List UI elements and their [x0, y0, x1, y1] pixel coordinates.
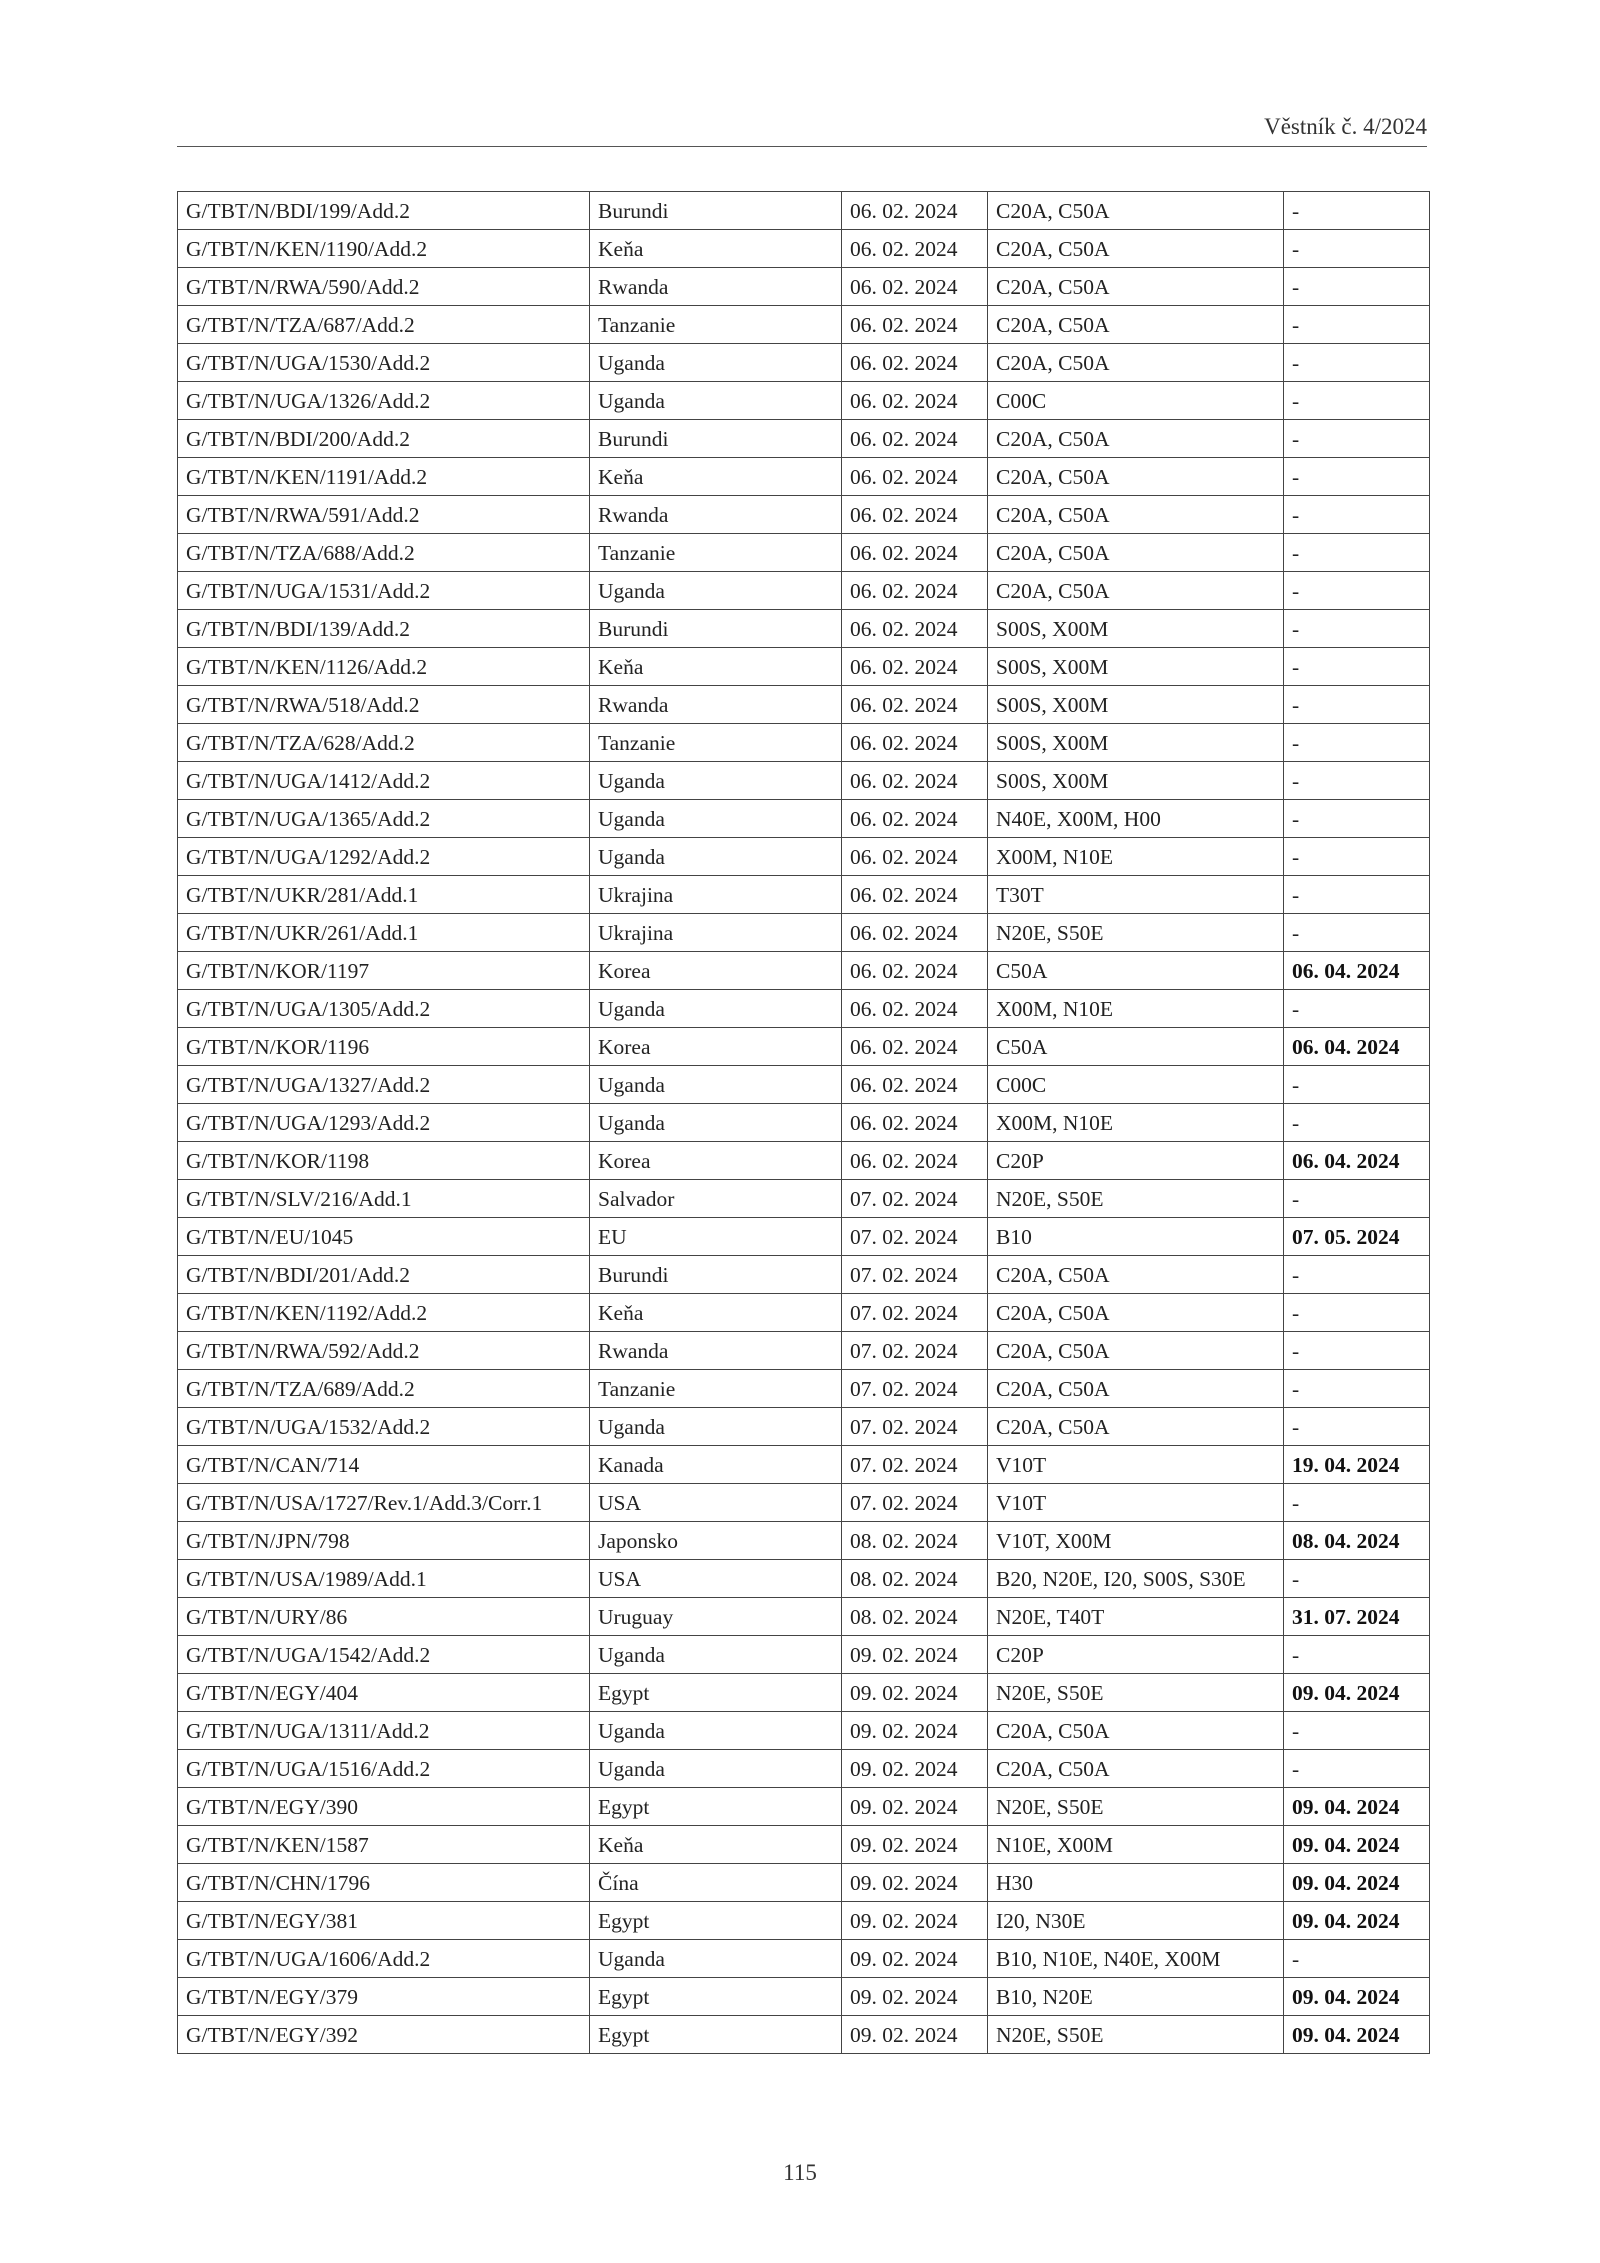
notification-ref-cell: G/TBT/N/BDI/201/Add.2 — [178, 1256, 590, 1294]
country-cell: Uganda — [590, 1712, 842, 1750]
deadline-cell: 09. 04. 2024 — [1284, 1826, 1430, 1864]
codes-cell: S00S, X00M — [988, 610, 1284, 648]
notification-ref-cell: G/TBT/N/UGA/1327/Add.2 — [178, 1066, 590, 1104]
country-cell: Ukrajina — [590, 876, 842, 914]
deadline-cell: - — [1284, 344, 1430, 382]
deadline-cell: 09. 04. 2024 — [1284, 1902, 1430, 1940]
country-cell: Uruguay — [590, 1598, 842, 1636]
country-cell: Rwanda — [590, 1332, 842, 1370]
table-row — [178, 762, 1430, 800]
table-row — [178, 1408, 1430, 1446]
country-cell: Japonsko — [590, 1522, 842, 1560]
table-row — [178, 1598, 1430, 1636]
notification-ref-cell: G/TBT/N/EGY/392 — [178, 2016, 590, 2054]
date-cell: 09. 02. 2024 — [842, 1940, 988, 1978]
country-cell: Čína — [590, 1864, 842, 1902]
notification-ref-cell: G/TBT/N/RWA/591/Add.2 — [178, 496, 590, 534]
codes-cell: H30 — [988, 1864, 1284, 1902]
deadline-cell: 31. 07. 2024 — [1284, 1598, 1430, 1636]
country-cell: Egypt — [590, 1902, 842, 1940]
codes-cell: N20E, S50E — [988, 1674, 1284, 1712]
codes-cell: S00S, X00M — [988, 648, 1284, 686]
country-cell: Uganda — [590, 382, 842, 420]
country-cell: Uganda — [590, 800, 842, 838]
deadline-cell: 09. 04. 2024 — [1284, 1978, 1430, 2016]
country-cell: Burundi — [590, 610, 842, 648]
table-row — [178, 648, 1430, 686]
date-cell: 08. 02. 2024 — [842, 1522, 988, 1560]
deadline-cell: 09. 04. 2024 — [1284, 2016, 1430, 2054]
deadline-cell: - — [1284, 914, 1430, 952]
deadline-cell: - — [1284, 1750, 1430, 1788]
codes-cell: V10T — [988, 1484, 1284, 1522]
date-cell: 06. 02. 2024 — [842, 1066, 988, 1104]
date-cell: 06. 02. 2024 — [842, 876, 988, 914]
country-cell: Korea — [590, 1028, 842, 1066]
table-row — [178, 800, 1430, 838]
deadline-cell: - — [1284, 496, 1430, 534]
date-cell: 06. 02. 2024 — [842, 952, 988, 990]
codes-cell: V10T, X00M — [988, 1522, 1284, 1560]
notification-ref-cell: G/TBT/N/KOR/1198 — [178, 1142, 590, 1180]
deadline-cell: - — [1284, 1066, 1430, 1104]
deadline-cell: - — [1284, 1104, 1430, 1142]
page-header — [177, 112, 1427, 147]
table-row — [178, 876, 1430, 914]
notification-ref-cell: G/TBT/N/JPN/798 — [178, 1522, 590, 1560]
codes-cell: C20A, C50A — [988, 1408, 1284, 1446]
deadline-cell: 09. 04. 2024 — [1284, 1864, 1430, 1902]
date-cell: 06. 02. 2024 — [842, 838, 988, 876]
notification-ref-cell: G/TBT/N/UGA/1293/Add.2 — [178, 1104, 590, 1142]
deadline-cell: 07. 05. 2024 — [1284, 1218, 1430, 1256]
codes-cell: C50A — [988, 952, 1284, 990]
codes-cell: C00C — [988, 382, 1284, 420]
deadline-cell: 09. 04. 2024 — [1284, 1788, 1430, 1826]
notification-ref-cell: G/TBT/N/UGA/1531/Add.2 — [178, 572, 590, 610]
date-cell: 07. 02. 2024 — [842, 1180, 988, 1218]
deadline-cell: 06. 04. 2024 — [1284, 952, 1430, 990]
notification-ref-cell: G/TBT/N/UGA/1326/Add.2 — [178, 382, 590, 420]
country-cell: Burundi — [590, 420, 842, 458]
notification-ref-cell: G/TBT/N/EGY/404 — [178, 1674, 590, 1712]
country-cell: Uganda — [590, 344, 842, 382]
country-cell: Ukrajina — [590, 914, 842, 952]
table-row — [178, 1712, 1430, 1750]
date-cell: 06. 02. 2024 — [842, 192, 988, 230]
codes-cell: N10E, X00M — [988, 1826, 1284, 1864]
codes-cell: C20A, C50A — [988, 230, 1284, 268]
deadline-cell: - — [1284, 1712, 1430, 1750]
notification-ref-cell: G/TBT/N/UGA/1365/Add.2 — [178, 800, 590, 838]
table-row — [178, 1294, 1430, 1332]
table-row — [178, 534, 1430, 572]
deadline-cell: - — [1284, 648, 1430, 686]
deadline-cell: - — [1284, 1560, 1430, 1598]
notification-ref-cell: G/TBT/N/UGA/1516/Add.2 — [178, 1750, 590, 1788]
country-cell: Egypt — [590, 1674, 842, 1712]
date-cell: 09. 02. 2024 — [842, 1826, 988, 1864]
notification-ref-cell: G/TBT/N/RWA/590/Add.2 — [178, 268, 590, 306]
country-cell: Tanzanie — [590, 1370, 842, 1408]
deadline-cell: - — [1284, 1180, 1430, 1218]
codes-cell: B10 — [988, 1218, 1284, 1256]
table-row — [178, 838, 1430, 876]
deadline-cell: - — [1284, 1332, 1430, 1370]
codes-cell: X00M, N10E — [988, 1104, 1284, 1142]
country-cell: Burundi — [590, 1256, 842, 1294]
table-row — [178, 1142, 1430, 1180]
codes-cell: N20E, T40T — [988, 1598, 1284, 1636]
table-row — [178, 458, 1430, 496]
country-cell: USA — [590, 1484, 842, 1522]
codes-cell: X00M, N10E — [988, 838, 1284, 876]
deadline-cell: - — [1284, 1370, 1430, 1408]
notification-ref-cell: G/TBT/N/EU/1045 — [178, 1218, 590, 1256]
deadline-cell: - — [1284, 572, 1430, 610]
table-row — [178, 1902, 1430, 1940]
notification-ref-cell: G/TBT/N/UGA/1532/Add.2 — [178, 1408, 590, 1446]
table-row — [178, 1674, 1430, 1712]
country-cell: Uganda — [590, 762, 842, 800]
table-row — [178, 914, 1430, 952]
table-row — [178, 268, 1430, 306]
codes-cell: V10T — [988, 1446, 1284, 1484]
country-cell: Tanzanie — [590, 724, 842, 762]
date-cell: 06. 02. 2024 — [842, 914, 988, 952]
country-cell: Uganda — [590, 1408, 842, 1446]
date-cell: 06. 02. 2024 — [842, 572, 988, 610]
date-cell: 07. 02. 2024 — [842, 1408, 988, 1446]
deadline-cell: - — [1284, 838, 1430, 876]
table-row — [178, 1560, 1430, 1598]
country-cell: Uganda — [590, 1636, 842, 1674]
codes-cell: N20E, S50E — [988, 1180, 1284, 1218]
table-row — [178, 1218, 1430, 1256]
table-row — [178, 496, 1430, 534]
codes-cell: C20A, C50A — [988, 458, 1284, 496]
date-cell: 06. 02. 2024 — [842, 344, 988, 382]
country-cell: Uganda — [590, 1940, 842, 1978]
codes-cell: B10, N20E — [988, 1978, 1284, 2016]
table-row — [178, 1788, 1430, 1826]
codes-cell: C00C — [988, 1066, 1284, 1104]
date-cell: 09. 02. 2024 — [842, 1978, 988, 2016]
notification-ref-cell: G/TBT/N/TZA/628/Add.2 — [178, 724, 590, 762]
country-cell: Korea — [590, 1142, 842, 1180]
date-cell: 06. 02. 2024 — [842, 1142, 988, 1180]
notifications-table-body — [178, 192, 1430, 2054]
codes-cell: N20E, S50E — [988, 1788, 1284, 1826]
notification-ref-cell: G/TBT/N/UKR/261/Add.1 — [178, 914, 590, 952]
notification-ref-cell: G/TBT/N/UGA/1530/Add.2 — [178, 344, 590, 382]
notification-ref-cell: G/TBT/N/UGA/1412/Add.2 — [178, 762, 590, 800]
date-cell: 09. 02. 2024 — [842, 1788, 988, 1826]
deadline-cell: - — [1284, 534, 1430, 572]
deadline-cell: - — [1284, 1484, 1430, 1522]
codes-cell: N20E, S50E — [988, 2016, 1284, 2054]
date-cell: 06. 02. 2024 — [842, 268, 988, 306]
codes-cell: C20P — [988, 1636, 1284, 1674]
table-row — [178, 1826, 1430, 1864]
table-row — [178, 1028, 1430, 1066]
country-cell: Kanada — [590, 1446, 842, 1484]
country-cell: Korea — [590, 952, 842, 990]
country-cell: Keňa — [590, 1294, 842, 1332]
codes-cell: C20A, C50A — [988, 192, 1284, 230]
table-row — [178, 192, 1430, 230]
country-cell: Tanzanie — [590, 306, 842, 344]
country-cell: Egypt — [590, 2016, 842, 2054]
deadline-cell: - — [1284, 1294, 1430, 1332]
notifications-table — [177, 191, 1430, 2054]
bulletin-title: Věstník č. 4/2024 — [1264, 114, 1427, 139]
codes-cell: C20A, C50A — [988, 1332, 1284, 1370]
country-cell: Salvador — [590, 1180, 842, 1218]
deadline-cell: - — [1284, 306, 1430, 344]
country-cell: Egypt — [590, 1978, 842, 2016]
date-cell: 07. 02. 2024 — [842, 1446, 988, 1484]
deadline-cell: - — [1284, 458, 1430, 496]
deadline-cell: 19. 04. 2024 — [1284, 1446, 1430, 1484]
deadline-cell: - — [1284, 268, 1430, 306]
notification-ref-cell: G/TBT/N/URY/86 — [178, 1598, 590, 1636]
deadline-cell: - — [1284, 990, 1430, 1028]
date-cell: 09. 02. 2024 — [842, 1712, 988, 1750]
deadline-cell: - — [1284, 876, 1430, 914]
deadline-cell: 06. 04. 2024 — [1284, 1028, 1430, 1066]
date-cell: 09. 02. 2024 — [842, 2016, 988, 2054]
deadline-cell: - — [1284, 192, 1430, 230]
table-row — [178, 344, 1430, 382]
notification-ref-cell: G/TBT/N/UGA/1305/Add.2 — [178, 990, 590, 1028]
notification-ref-cell: G/TBT/N/SLV/216/Add.1 — [178, 1180, 590, 1218]
date-cell: 06. 02. 2024 — [842, 990, 988, 1028]
notification-ref-cell: G/TBT/N/UGA/1292/Add.2 — [178, 838, 590, 876]
notification-ref-cell: G/TBT/N/BDI/199/Add.2 — [178, 192, 590, 230]
codes-cell: C20P — [988, 1142, 1284, 1180]
date-cell: 07. 02. 2024 — [842, 1370, 988, 1408]
codes-cell: C20A, C50A — [988, 344, 1284, 382]
date-cell: 09. 02. 2024 — [842, 1750, 988, 1788]
table-row — [178, 1636, 1430, 1674]
codes-cell: C20A, C50A — [988, 1750, 1284, 1788]
notification-ref-cell: G/TBT/N/BDI/200/Add.2 — [178, 420, 590, 458]
date-cell: 08. 02. 2024 — [842, 1598, 988, 1636]
table-row — [178, 990, 1430, 1028]
codes-cell: S00S, X00M — [988, 686, 1284, 724]
country-cell: Tanzanie — [590, 534, 842, 572]
date-cell: 06. 02. 2024 — [842, 420, 988, 458]
country-cell: Rwanda — [590, 268, 842, 306]
notification-ref-cell: G/TBT/N/RWA/518/Add.2 — [178, 686, 590, 724]
date-cell: 07. 02. 2024 — [842, 1294, 988, 1332]
table-row — [178, 1370, 1430, 1408]
notification-ref-cell: G/TBT/N/KEN/1192/Add.2 — [178, 1294, 590, 1332]
codes-cell: I20, N30E — [988, 1902, 1284, 1940]
country-cell: USA — [590, 1560, 842, 1598]
codes-cell: C20A, C50A — [988, 1294, 1284, 1332]
table-row — [178, 572, 1430, 610]
notification-ref-cell: G/TBT/N/TZA/689/Add.2 — [178, 1370, 590, 1408]
date-cell: 06. 02. 2024 — [842, 382, 988, 420]
notification-ref-cell: G/TBT/N/UGA/1606/Add.2 — [178, 1940, 590, 1978]
codes-cell: S00S, X00M — [988, 762, 1284, 800]
codes-cell: C20A, C50A — [988, 1712, 1284, 1750]
table-row — [178, 952, 1430, 990]
table-row — [178, 382, 1430, 420]
date-cell: 07. 02. 2024 — [842, 1218, 988, 1256]
country-cell: Rwanda — [590, 686, 842, 724]
date-cell: 06. 02. 2024 — [842, 686, 988, 724]
notification-ref-cell: G/TBT/N/BDI/139/Add.2 — [178, 610, 590, 648]
date-cell: 09. 02. 2024 — [842, 1636, 988, 1674]
codes-cell: C20A, C50A — [988, 1256, 1284, 1294]
deadline-cell: 08. 04. 2024 — [1284, 1522, 1430, 1560]
table-row — [178, 1066, 1430, 1104]
table-row — [178, 1484, 1430, 1522]
deadline-cell: - — [1284, 230, 1430, 268]
codes-cell: C20A, C50A — [988, 572, 1284, 610]
codes-cell: C50A — [988, 1028, 1284, 1066]
date-cell: 06. 02. 2024 — [842, 648, 988, 686]
country-cell: Uganda — [590, 1104, 842, 1142]
codes-cell: B10, N10E, N40E, X00M — [988, 1940, 1284, 1978]
notification-ref-cell: G/TBT/N/USA/1727/Rev.1/Add.3/Corr.1 — [178, 1484, 590, 1522]
deadline-cell: 06. 04. 2024 — [1284, 1142, 1430, 1180]
date-cell: 06. 02. 2024 — [842, 800, 988, 838]
notification-ref-cell: G/TBT/N/KEN/1190/Add.2 — [178, 230, 590, 268]
country-cell: Egypt — [590, 1788, 842, 1826]
notification-ref-cell: G/TBT/N/KOR/1196 — [178, 1028, 590, 1066]
table-row — [178, 230, 1430, 268]
codes-cell: C20A, C50A — [988, 1370, 1284, 1408]
codes-cell: S00S, X00M — [988, 724, 1284, 762]
codes-cell: X00M, N10E — [988, 990, 1284, 1028]
table-row — [178, 306, 1430, 344]
codes-cell: C20A, C50A — [988, 496, 1284, 534]
notification-ref-cell: G/TBT/N/KEN/1587 — [178, 1826, 590, 1864]
deadline-cell: - — [1284, 1636, 1430, 1674]
date-cell: 06. 02. 2024 — [842, 610, 988, 648]
date-cell: 09. 02. 2024 — [842, 1902, 988, 1940]
notification-ref-cell: G/TBT/N/KEN/1191/Add.2 — [178, 458, 590, 496]
table-row — [178, 1256, 1430, 1294]
deadline-cell: - — [1284, 610, 1430, 648]
notification-ref-cell: G/TBT/N/EGY/381 — [178, 1902, 590, 1940]
date-cell: 06. 02. 2024 — [842, 762, 988, 800]
deadline-cell: - — [1284, 800, 1430, 838]
notification-ref-cell: G/TBT/N/UGA/1542/Add.2 — [178, 1636, 590, 1674]
table-row — [178, 610, 1430, 648]
country-cell: Burundi — [590, 192, 842, 230]
table-row — [178, 1522, 1430, 1560]
deadline-cell: - — [1284, 1256, 1430, 1294]
country-cell: Rwanda — [590, 496, 842, 534]
country-cell: Uganda — [590, 838, 842, 876]
country-cell: Keňa — [590, 1826, 842, 1864]
date-cell: 06. 02. 2024 — [842, 534, 988, 572]
deadline-cell: 09. 04. 2024 — [1284, 1674, 1430, 1712]
date-cell: 07. 02. 2024 — [842, 1256, 988, 1294]
deadline-cell: - — [1284, 382, 1430, 420]
date-cell: 06. 02. 2024 — [842, 458, 988, 496]
codes-cell: N20E, S50E — [988, 914, 1284, 952]
date-cell: 06. 02. 2024 — [842, 496, 988, 534]
date-cell: 07. 02. 2024 — [842, 1484, 988, 1522]
date-cell: 08. 02. 2024 — [842, 1560, 988, 1598]
country-cell: Uganda — [590, 1066, 842, 1104]
date-cell: 09. 02. 2024 — [842, 1674, 988, 1712]
notification-ref-cell: G/TBT/N/KEN/1126/Add.2 — [178, 648, 590, 686]
table-row — [178, 1104, 1430, 1142]
codes-cell: N40E, X00M, H00 — [988, 800, 1284, 838]
codes-cell: C20A, C50A — [988, 534, 1284, 572]
country-cell: Keňa — [590, 648, 842, 686]
notification-ref-cell: G/TBT/N/KOR/1197 — [178, 952, 590, 990]
date-cell: 06. 02. 2024 — [842, 306, 988, 344]
codes-cell: B20, N20E, I20, S00S, S30E — [988, 1560, 1284, 1598]
codes-cell: T30T — [988, 876, 1284, 914]
notification-ref-cell: G/TBT/N/CHN/1796 — [178, 1864, 590, 1902]
date-cell: 06. 02. 2024 — [842, 230, 988, 268]
table-row — [178, 686, 1430, 724]
codes-cell: C20A, C50A — [988, 420, 1284, 458]
deadline-cell: - — [1284, 1408, 1430, 1446]
page-number: 115 — [783, 2160, 817, 2185]
table-row — [178, 1750, 1430, 1788]
table-row — [178, 1940, 1430, 1978]
date-cell: 06. 02. 2024 — [842, 1028, 988, 1066]
country-cell: Keňa — [590, 230, 842, 268]
country-cell: Keňa — [590, 458, 842, 496]
notification-ref-cell: G/TBT/N/USA/1989/Add.1 — [178, 1560, 590, 1598]
date-cell: 09. 02. 2024 — [842, 1864, 988, 1902]
country-cell: Uganda — [590, 572, 842, 610]
notification-ref-cell: G/TBT/N/TZA/688/Add.2 — [178, 534, 590, 572]
date-cell: 06. 02. 2024 — [842, 1104, 988, 1142]
notification-ref-cell: G/TBT/N/CAN/714 — [178, 1446, 590, 1484]
notification-ref-cell: G/TBT/N/EGY/390 — [178, 1788, 590, 1826]
country-cell: Uganda — [590, 1750, 842, 1788]
table-row — [178, 1978, 1430, 2016]
date-cell: 07. 02. 2024 — [842, 1332, 988, 1370]
table-row — [178, 1864, 1430, 1902]
deadline-cell: - — [1284, 420, 1430, 458]
table-row — [178, 724, 1430, 762]
table-row — [178, 1332, 1430, 1370]
table-row — [178, 2016, 1430, 2054]
table-row — [178, 1446, 1430, 1484]
notification-ref-cell: G/TBT/N/TZA/687/Add.2 — [178, 306, 590, 344]
deadline-cell: - — [1284, 762, 1430, 800]
country-cell: EU — [590, 1218, 842, 1256]
codes-cell: C20A, C50A — [988, 268, 1284, 306]
deadline-cell: - — [1284, 1940, 1430, 1978]
notification-ref-cell: G/TBT/N/RWA/592/Add.2 — [178, 1332, 590, 1370]
country-cell: Uganda — [590, 990, 842, 1028]
date-cell: 06. 02. 2024 — [842, 724, 988, 762]
notification-ref-cell: G/TBT/N/UGA/1311/Add.2 — [178, 1712, 590, 1750]
notification-ref-cell: G/TBT/N/UKR/281/Add.1 — [178, 876, 590, 914]
table-row — [178, 420, 1430, 458]
codes-cell: C20A, C50A — [988, 306, 1284, 344]
deadline-cell: - — [1284, 724, 1430, 762]
notification-ref-cell: G/TBT/N/EGY/379 — [178, 1978, 590, 2016]
table-row — [178, 1180, 1430, 1218]
deadline-cell: - — [1284, 686, 1430, 724]
